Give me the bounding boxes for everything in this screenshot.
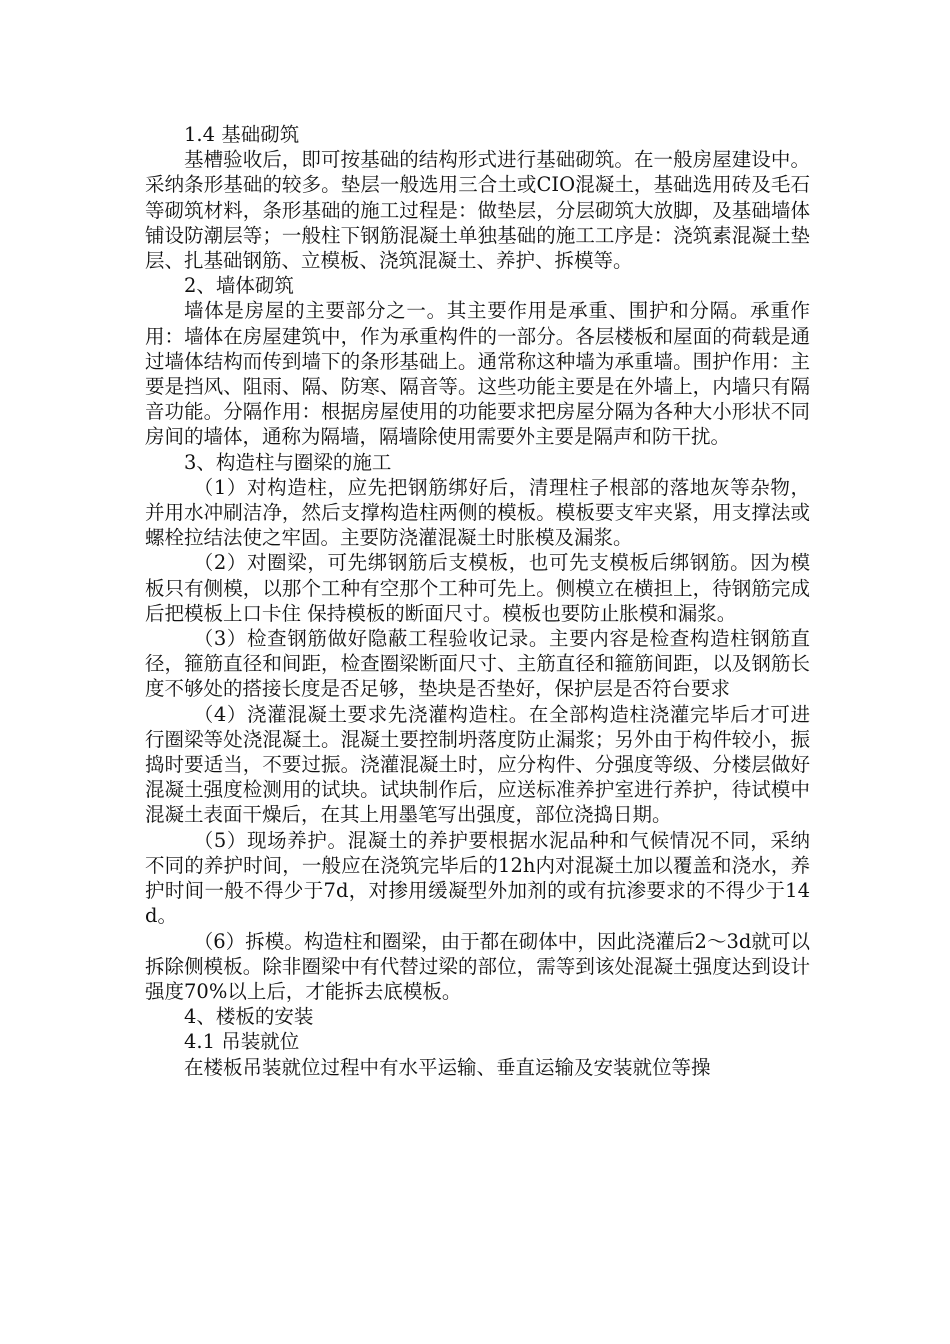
section-heading-3: 3、构造柱与圈梁的施工	[184, 450, 392, 474]
paragraph-wall-masonry: 墙体是房屋的主要部分之一。其主要作用是承重、围护和分隔。承重作用：墙体在房屋建筑中，作为承重构件的一部分。各层楼板和屋面的荷载是通过墙体结构而传到墙下的条形基础上。通常称这种墙为承重墙。围护作用：主要是挡风、阻雨、隔、防寒、隔音等。这些功能主要是在外墙上，内墙只有隔音功能。分隔作用：根据房屋使用的功能要求把房屋分隔为各种大小形状不同房间的墙体，通称为隔墙，隔墙除使用需要外主要是隔声和防干扰。	[145, 299, 810, 449]
list-item-4: （4）浇灌混凝土要求先浇灌构造柱。在全部构造柱浇灌完毕后才可进行圈梁等处浇混凝土。混凝土要控制坍落度防止漏浆；另外由于构件较小，振捣时要适当，不要过振。浇灌混凝土时，应分构件、分强度等级、分楼层做好混凝土强度检测用的试块。试块制作后，应送标准养护室进行养护，待试模中混凝土表面干燥后，在其上用墨笔写出强度，部位浇捣日期。	[145, 702, 810, 827]
list-item-5: （5）现场养护。混凝土的养护要根据水泥品种和气候情况不同，采纳不同的养护时间，一般应在浇筑完毕后的12h内对混凝土加以覆盖和浇水，养护时间一般不得少于7d，对掺用缓凝型外加剂的或有抗渗要求的不得少于14d。	[145, 828, 810, 928]
section-heading-1-4: 1.4 基础砌筑	[184, 123, 300, 146]
document-body	[145, 122, 810, 1080]
list-item-2: （2）对圈梁，可先绑钢筋后支模板，也可先支模板后绑钢筋。因为模板只有侧模，以那个工种有空那个工种可先上。侧模立在横担上，待钢筋完成后把模板上口卡住 保持模板的断面尺寸。模板也要防止胀模和漏浆。	[145, 551, 810, 625]
section-heading-4: 4、楼板的安装	[184, 1005, 314, 1029]
list-item-6: （6）拆模。构造柱和圈梁，由于都在砌体中，因此浇灌后2～3d就可以拆除侧模板。除非圈梁中有代替过梁的部位，需等到该处混凝土强度达到设计强度70%以上后，才能拆去底模板。	[145, 929, 810, 1003]
list-item-1: （1）对构造柱，应先把钢筋绑好后，清理柱子根部的落地灰等杂物，并用水冲刷洁净，然后支撑构造柱两侧的模板。模板要支牢夹紧，用支撑法或螺栓拉结法使之牢固。主要防浇灌混凝土时胀模及漏浆。	[145, 475, 810, 550]
list-item-3: （3）检查钢筋做好隐蔽工程验收记录。主要内容是检查构造柱钢筋直径，箍筋直径和间距，检查圈梁断面尺寸、主筋直径和箍筋间距，以及钢筋长度不够处的搭接长度是否足够，垫块是否垫好，保护层是否符台要求	[145, 627, 810, 701]
section-heading-4-1: 4.1 吊装就位	[184, 1030, 300, 1054]
paragraph-foundation-masonry: 基槽验收后，即可按基础的结构形式进行基础砌筑。在一般房屋建设中。采纳条形基础的较多。垫层一般选用三合土或CIO混凝土，基础选用砖及毛石等砌筑材料，条形基础的施工过程是：做垫层，分层砌筑大放脚，及基础墙体铺设防潮层等；一般柱下钢筋混凝土单独基础的施工工序是：浇筑素混凝土垫层、扎基础钢筋、立模板、浇筑混凝土、养护、拆模等。	[145, 148, 810, 273]
section-heading-2: 2、墙体砌筑	[184, 274, 294, 298]
paragraph-slab-hoisting: 在楼板吊装就位过程中有水平运输、垂直运输及安装就位等操	[184, 1055, 711, 1079]
